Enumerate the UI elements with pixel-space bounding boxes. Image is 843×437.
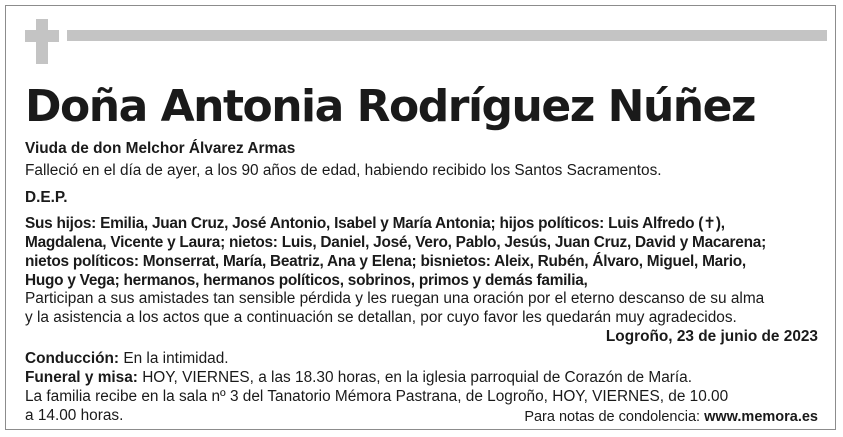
reception-line: La familia recibe en la sala nº 3 del Tanatorio Mémora Pastrana, de Logroño, HOY, VIERNES, de 10.00 — [25, 388, 729, 405]
condolence-note — [524, 409, 818, 425]
reception-line: a 14.00 horas. — [25, 407, 124, 424]
family-line: Hugo y Vega; hermanos, hermanos políticos, sobrinos, primos y demás familia, — [25, 272, 588, 289]
deceased-name: Doña Antonia Rodríguez Núñez — [25, 81, 756, 132]
conduction-value: En la intimidad. — [123, 350, 229, 367]
condolence-label: Para notas de condolencia: — [524, 409, 701, 425]
family-list — [25, 214, 825, 290]
condolence-link[interactable]: www.memora.es — [704, 409, 818, 425]
announcement — [25, 289, 825, 327]
widow-of: Viuda de don Melchor Álvarez Armas — [25, 140, 296, 157]
family-line: Magdalena, Vicente y Laura; nietos: Luis, Daniel, José, Vero, Pablo, Jesús, Juan Cruz, David y Macarena; — [25, 234, 766, 251]
announcement-line: y la asistencia a los actos que a continuación se detallan, por cuyo favor les quedarán muy agradecidos. — [25, 309, 737, 326]
cross-icon — [25, 19, 59, 64]
conduction-info — [25, 349, 229, 368]
rip-label: D.E.P. — [25, 189, 68, 206]
death-notice: Falleció en el día de ayer, a los 90 años de edad, habiendo recibido los Santos Sacramentos. — [25, 162, 662, 179]
family-line: nietos políticos: Monserrat, María, Beatriz, Ana y Elena; bisnietos: Aleix, Rubén, Álvaro, Miguel, Mario, — [25, 253, 746, 270]
funeral-label: Funeral y misa: — [25, 369, 138, 386]
funeral-info — [25, 368, 692, 387]
funeral-value: HOY, VIERNES, a las 18.30 horas, en la iglesia parroquial de Corazón de María. — [142, 369, 692, 386]
obituary-card — [5, 5, 836, 430]
family-line: Sus hijos: Emilia, Juan Cruz, José Antonio, Isabel y María Antonia; hijos políticos: Luis Alfredo (✝), — [25, 215, 725, 232]
announcement-line: Participan a sus amistades tan sensible pérdida y les ruegan una oración por el eterno descanso de su alma — [25, 290, 765, 307]
place-date: Logroño, 23 de junio de 2023 — [605, 328, 818, 345]
top-divider-bar — [67, 30, 827, 41]
conduction-label: Conducción: — [25, 350, 120, 367]
